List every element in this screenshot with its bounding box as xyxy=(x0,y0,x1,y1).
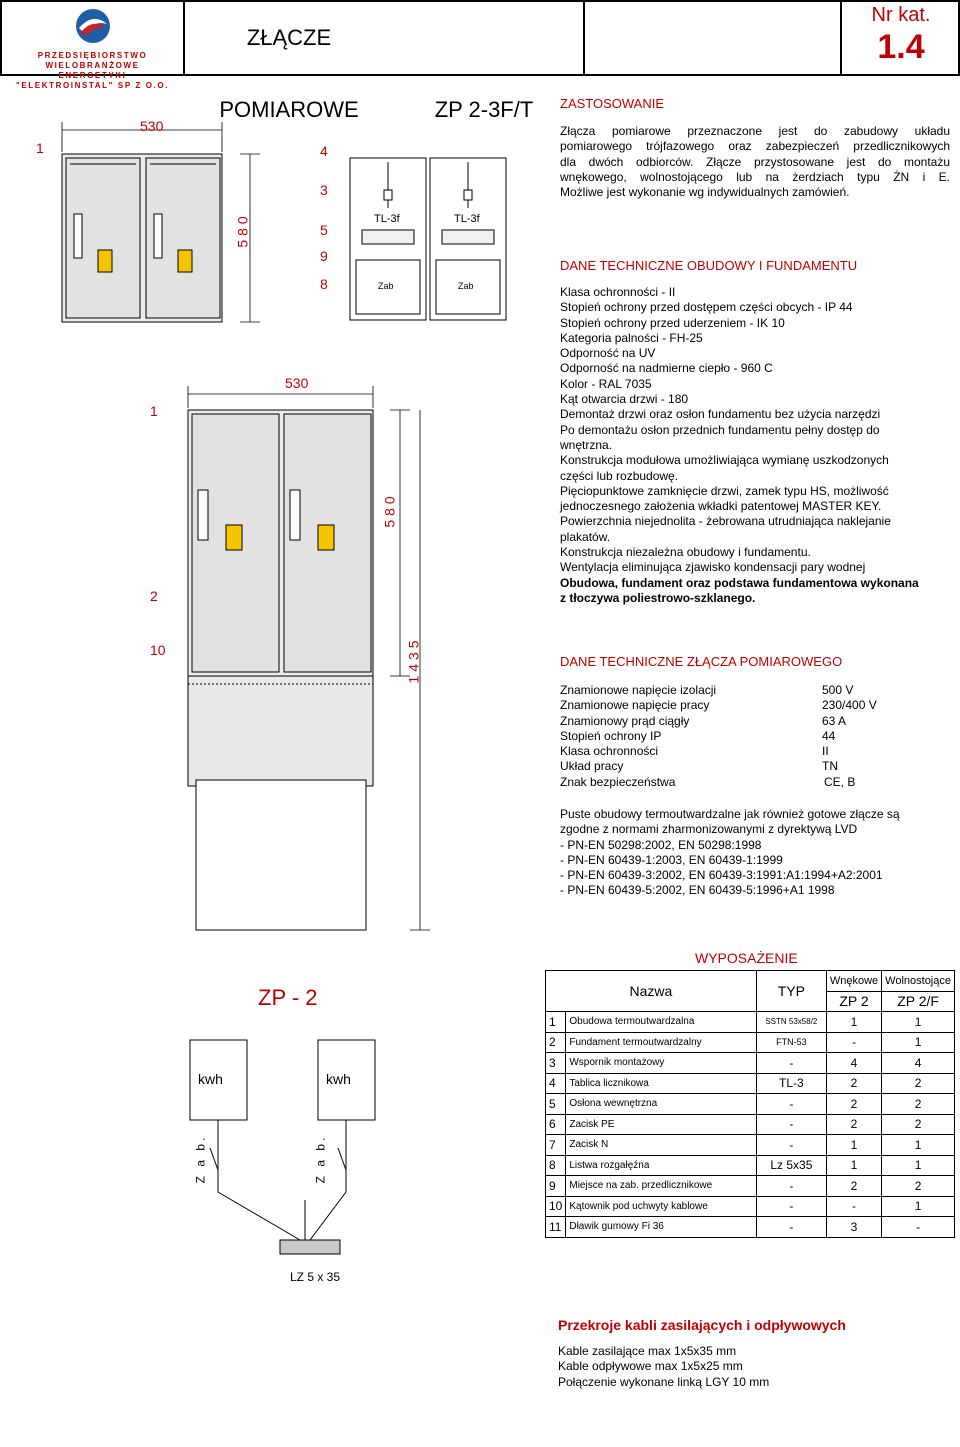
callout-4: 4 xyxy=(320,143,328,159)
obudowa-line: Konstrukcja niezależna obudowy i fundamentu. xyxy=(560,545,811,560)
zastosowanie-line: Złącza pomiarowe przeznaczone jest do zabudowy układu xyxy=(560,124,950,138)
przekroje-line: Kable zasilające max 1x5x35 mm xyxy=(558,1344,737,1358)
lz-label: LZ 5 x 35 xyxy=(290,1270,341,1284)
norms-line: - PN-EN 60439-5:2002, EN 60439-5:1996+A1 1998 xyxy=(560,883,835,898)
param-label: Klasa ochronności xyxy=(560,744,659,759)
tl-label-2: TL-3f xyxy=(454,213,480,225)
row-a: 2 xyxy=(826,1176,881,1197)
row-no: 2 xyxy=(546,1032,566,1053)
zab-label-1: Zab xyxy=(378,281,394,291)
top-view-enclosure xyxy=(62,154,222,322)
norms-line: - PN-EN 60439-3:2002, EN 60439-3:1991:A1:1994+A2:2001 xyxy=(560,868,883,883)
zastosowanie-text xyxy=(560,124,950,200)
przekroje-line: Połączenie wykonane linką LGY 10 mm xyxy=(558,1374,770,1389)
obudowa-line: Obudowa, fundament oraz podstawa fundamentowa wykonana xyxy=(560,575,919,590)
obudowa-line: Po demontażu osłon przednich fundamentu pełny dostęp do xyxy=(560,422,880,437)
row-name: Miejsce na zab. przedlicznikowe xyxy=(566,1176,757,1197)
zlacze-title: DANE TECHNICZNE ZŁĄCZA POMIAROWEGO xyxy=(560,654,843,669)
row-name: Zacisk N xyxy=(566,1135,757,1156)
catalog-label: Nr kat. xyxy=(871,4,931,26)
company-name-line1: PRZEDSIĘBIORSTWO WIELOBRANŻOWE xyxy=(37,51,148,70)
tl-label-1: TL-3f xyxy=(374,213,400,225)
param-row xyxy=(560,775,950,790)
row-no: 3 xyxy=(546,1053,566,1074)
table-row xyxy=(546,1196,955,1217)
row-no: 9 xyxy=(546,1176,566,1197)
table-row xyxy=(546,1094,955,1115)
row-name: Listwa rozgałęźna xyxy=(566,1155,757,1176)
header-spacer xyxy=(585,2,842,74)
row-b: 4 xyxy=(882,1053,955,1074)
title-right: ZP 2-3F/T xyxy=(434,97,534,122)
row-a: 2 xyxy=(826,1073,881,1094)
obudowa-line: z tłoczywa poliestrowo-szklanego. xyxy=(560,590,756,605)
param-value: TN xyxy=(822,759,838,774)
obudowa-line: Kolor - RAL 7035 xyxy=(560,376,652,391)
row-no: 5 xyxy=(546,1094,566,1115)
dim-total-height: 1435 xyxy=(405,636,422,684)
document-title xyxy=(185,2,585,122)
obudowa-line: jednoczesnego założenia wkładki patentowej MASTER KEY. xyxy=(560,499,882,514)
row-b: - xyxy=(882,1217,955,1238)
row-type: - xyxy=(756,1217,826,1238)
obudowa-line: Powierzchnia niejednolita - żebrowana utrudniająca naklejanie xyxy=(560,514,891,529)
row-type: - xyxy=(756,1135,826,1156)
row-b: 2 xyxy=(882,1073,955,1094)
obudowa-line: Demontaż drzwi oraz osłon fundamentu bez użycia narzędzi xyxy=(560,407,881,422)
row-name: Obudowa termoutwardzalna xyxy=(566,1012,757,1033)
col-wnek-top: Wnękowe xyxy=(826,971,881,992)
company-name-line2: ENERGETYKI xyxy=(58,71,127,80)
row-no: 10 xyxy=(546,1196,566,1217)
param-label: Znamionowy prąd ciągły xyxy=(560,713,690,728)
catalog-block xyxy=(842,2,960,74)
title-left: ZŁĄCZE POMIAROWE xyxy=(219,25,359,122)
param-row xyxy=(560,759,950,774)
row-name: Dławik gumowy Fi 36 xyxy=(566,1217,757,1238)
param-label: Znamionowe napięcie pracy xyxy=(560,698,710,713)
row-no: 1 xyxy=(546,1012,566,1033)
zastosowanie-line: dla dwóch odbiorców. Złącze przystosowane jest do montażu xyxy=(560,154,950,169)
table-row xyxy=(546,1217,955,1238)
callout-3: 3 xyxy=(320,182,328,198)
norms-line: - PN-EN 60439-1:2003, EN 60439-1:1999 xyxy=(560,852,783,867)
callout-1b: 1 xyxy=(150,403,158,419)
row-name: Tablica licznikowa xyxy=(566,1073,757,1094)
row-a: 1 xyxy=(826,1012,881,1033)
row-no: 7 xyxy=(546,1135,566,1156)
param-label: Znamionowe napięcie izolacji xyxy=(560,683,717,697)
row-type: FTN-53 xyxy=(756,1032,826,1053)
zab-schematic-2: Z a b. xyxy=(313,1134,328,1184)
param-value: II xyxy=(822,744,829,759)
row-b: 1 xyxy=(882,1135,955,1156)
obudowa-line: Stopień ochrony przed dostępem części obcych - IP 44 xyxy=(560,300,853,315)
norms-line: zgodne z normami zharmonizowanymi z dyrektywą LVD xyxy=(560,822,858,837)
table-row xyxy=(546,1176,955,1197)
param-row xyxy=(560,744,950,759)
kwh-label-2: kwh xyxy=(326,1071,351,1087)
row-a: 4 xyxy=(826,1053,881,1074)
meter-boards xyxy=(350,158,506,320)
company-block xyxy=(2,2,185,90)
col-name: Nazwa xyxy=(546,971,757,1012)
param-row xyxy=(560,698,950,713)
table-header-row xyxy=(546,971,955,992)
row-b: 1 xyxy=(882,1032,955,1053)
row-b: 2 xyxy=(882,1176,955,1197)
row-a: - xyxy=(826,1032,881,1053)
row-a: 2 xyxy=(826,1114,881,1135)
row-type: - xyxy=(756,1176,826,1197)
catalog-number: 1.4 xyxy=(877,28,925,66)
zab-label-2: Zab xyxy=(458,281,474,291)
col-woln: ZP 2/F xyxy=(882,991,955,1012)
row-no: 6 xyxy=(546,1114,566,1135)
row-type: - xyxy=(756,1196,826,1217)
row-a: - xyxy=(826,1196,881,1217)
row-type: - xyxy=(756,1053,826,1074)
dim-top-height: 580 xyxy=(234,212,251,248)
callout-1a: 1 xyxy=(36,140,44,156)
obudowa-line: Pięciopunktowe zamknięcie drzwi, zamek typu HS, możliwość xyxy=(560,483,889,498)
table-row xyxy=(546,1155,955,1176)
row-b: 2 xyxy=(882,1094,955,1115)
callout-8: 8 xyxy=(320,276,328,292)
row-b: 1 xyxy=(882,1196,955,1217)
przekroje-line: Kable odpływowe max 1x5x25 mm xyxy=(558,1359,743,1374)
col-type: TYP xyxy=(756,971,826,1012)
col-woln-top: Wolnostojące xyxy=(882,971,955,992)
row-type: - xyxy=(756,1094,826,1115)
param-value: CE, B xyxy=(824,774,856,789)
zastosowanie-line: pomiarowego trójfazowego oraz zabezpieczeń przedlicznikowych xyxy=(560,139,950,154)
zlacze-params xyxy=(560,683,950,790)
dim-front-width: 530 xyxy=(285,375,309,391)
callout-2: 2 xyxy=(150,588,158,604)
table-row xyxy=(546,1012,955,1033)
obudowa-line: Stopień ochrony przed uderzeniem - IK 10 xyxy=(560,315,785,330)
row-no: 11 xyxy=(546,1217,566,1238)
norms-line: Puste obudowy termoutwardzalne jak również gotowe złącze są xyxy=(560,807,900,821)
obudowa-line: Konstrukcja modułowa umożliwiająca wymianę uszkodzonych xyxy=(560,453,889,468)
obudowa-line: części lub rozbudowę. xyxy=(560,468,679,483)
param-row xyxy=(560,729,950,744)
obudowa-line: plakatów. xyxy=(560,529,611,544)
row-name: Kątownik pod uchwyty kablowe xyxy=(566,1196,757,1217)
row-type: - xyxy=(756,1114,826,1135)
param-value: 44 xyxy=(822,728,836,743)
param-value: 63 A xyxy=(822,713,847,728)
technical-drawing xyxy=(0,80,540,940)
table-row xyxy=(546,1135,955,1156)
table-row xyxy=(546,1053,955,1074)
front-view-enclosure xyxy=(188,410,373,930)
row-a: 1 xyxy=(826,1135,881,1156)
obudowa-line: Klasa ochronności - II xyxy=(560,285,676,299)
equipment-table xyxy=(545,970,955,1238)
obudowa-line: Kąt otwarcia drzwi - 180 xyxy=(560,392,689,407)
row-name: Wspornik montażowy xyxy=(566,1053,757,1074)
row-b: 1 xyxy=(882,1155,955,1176)
row-b: 1 xyxy=(882,1012,955,1033)
dim-top-width: 530 xyxy=(140,118,164,134)
row-name: Fundament termoutwardzalny xyxy=(566,1032,757,1053)
obudowa-line: wnętrzna. xyxy=(560,437,613,452)
col-wnek: ZP 2 xyxy=(826,991,881,1012)
dim-front-height: 580 xyxy=(381,492,398,528)
kwh-label-1: kwh xyxy=(198,1071,223,1087)
callout-9: 9 xyxy=(320,248,328,264)
obudowa-line: Odporność na nadmierne ciepło - 960 C xyxy=(560,361,773,376)
obudowa-line: Kategoria palności - FH-25 xyxy=(560,330,703,345)
param-label: Stopień ochrony IP xyxy=(560,728,662,743)
row-a: 2 xyxy=(826,1094,881,1115)
obudowa-text xyxy=(560,285,955,606)
param-value: 230/400 V xyxy=(822,698,877,713)
zastosowanie-line: wnękowego, wolnostojącego lub na żerdziach typu ŻN i E. xyxy=(560,169,950,184)
przekroje-text xyxy=(558,1344,953,1390)
param-value: 500 V xyxy=(822,683,854,697)
wyposazenie-title: WYPOSAŻENIE xyxy=(695,950,798,966)
zastosowanie-line: Możliwe jest wykonanie wg indywidualnych zamówień. xyxy=(560,185,850,200)
row-a: 1 xyxy=(826,1155,881,1176)
norms-line: - PN-EN 50298:2002, EN 50298:1998 xyxy=(560,837,762,852)
callout-5: 5 xyxy=(320,222,328,238)
row-name: Zacisk PE xyxy=(566,1114,757,1135)
company-name-line3: "ELEKTROINSTAL" SP Z O.O. xyxy=(15,81,170,90)
row-name: Osłona wewnętrzna xyxy=(566,1094,757,1115)
table-row xyxy=(546,1114,955,1135)
table-row xyxy=(546,1073,955,1094)
zastosowanie-title: ZASTOSOWANIE xyxy=(560,96,665,111)
schematic-title: ZP - 2 xyxy=(258,985,318,1010)
norms-text xyxy=(560,807,955,899)
przekroje-title: Przekroje kabli zasilających i odpływowych xyxy=(558,1317,846,1333)
row-type: Lz 5x35 xyxy=(756,1155,826,1176)
wiring-schematic xyxy=(180,1030,380,1275)
row-b: 2 xyxy=(882,1114,955,1135)
param-row xyxy=(560,714,950,729)
row-type: SSTN 53x58/2 xyxy=(756,1012,826,1033)
row-no: 8 xyxy=(546,1155,566,1176)
param-label: Znak bezpieczeństwa xyxy=(560,774,676,789)
obudowa-line: Odporność na UV xyxy=(560,346,656,361)
table-row xyxy=(546,1032,955,1053)
obudowa-title: DANE TECHNICZNE OBUDOWY I FUNDAMENTU xyxy=(560,258,858,273)
row-no: 4 xyxy=(546,1073,566,1094)
row-type: TL-3 xyxy=(756,1073,826,1094)
param-row xyxy=(560,683,950,698)
param-label: Układ pracy xyxy=(560,759,624,774)
callout-10: 10 xyxy=(150,642,166,658)
row-a: 3 xyxy=(826,1217,881,1238)
zab-schematic-1: Z a b. xyxy=(193,1134,208,1184)
obudowa-line: Wentylacja eliminująca zjawisko kondensacji pary wodnej xyxy=(560,560,866,575)
company-logo-icon xyxy=(73,6,113,46)
